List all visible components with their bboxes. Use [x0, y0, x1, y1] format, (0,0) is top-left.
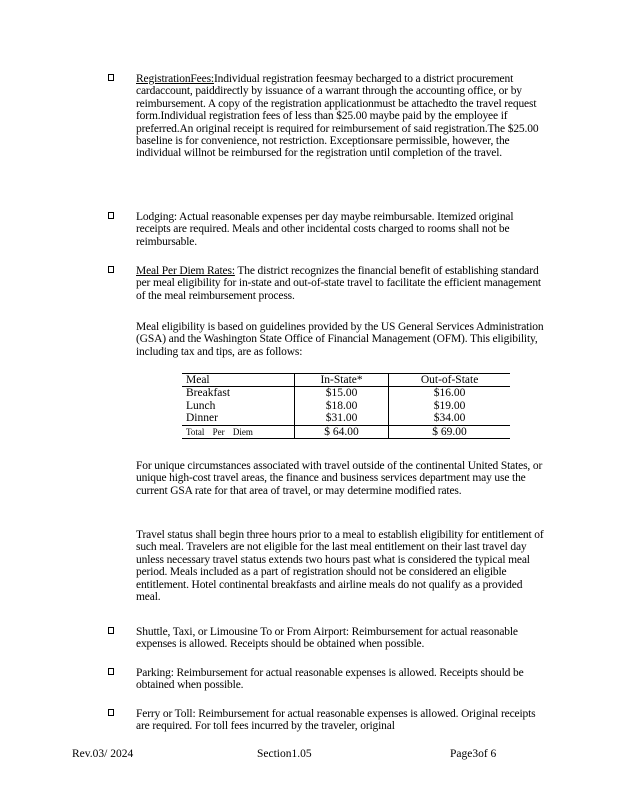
bullet-icon: [108, 709, 114, 716]
bullet-icon: [108, 627, 114, 634]
table-cell: Lunch: [186, 399, 216, 412]
item-body: Shuttle, Taxi, or Limousine To or From Airport: Reimbursement for actual reasonable expenses is allowed. Receipts should be obtained when possible.: [136, 626, 518, 651]
paragraph-unique-circumstances: For unique circumstances associated with travel outside of the continental United States, or unique high-cost travel areas, the finance and business services department may use the current GSA rate for that area of travel, or may determine modified rates.: [136, 460, 543, 497]
item-body: [136, 265, 548, 302]
table-header: Out-of-State: [389, 374, 510, 387]
table-header: In-State*: [295, 374, 389, 387]
bullet-icon: [108, 668, 114, 675]
table-row: [182, 387, 510, 400]
table-cell: Breakfast: [186, 387, 231, 400]
footer-revision: Rev.03/ 2024: [72, 748, 134, 760]
table-cell: $ 64.00: [295, 425, 389, 438]
item-title: Meal Per Diem Rates:: [136, 265, 235, 277]
item-text: Individual registration feesmay becharged to a district procurement cardaccount, paiddirectly by issuance of a warrant through the accounting office, or by reimbursement. A copy of the registration applicationmust be attachedto the travel request form.Individual registration fees of less than $25.00 maybe paid by the employee if preferred.An original receipt is required for reimbursement of said registration.The $25.00 baseline is for convenience, not restriction. Exceptionsare permissible, however, the individual willnot be reimbursed for the registration until completion of the travel.: [136, 73, 539, 160]
item-text: The district recognizes the financial benefit of establishing standard per meal eligibility for in-state and out-of-state travel to facilitate the efficient management of the meal reimbursement process.: [136, 265, 541, 302]
item-body: Lodging: Actual reasonable expenses per day maybe reimbursable. Itemized original receipts are required. Meals and other incidental costs charged to rooms shall not be reimbursable.: [136, 211, 514, 248]
item-body: Ferry or Toll: Reimbursement for actual reasonable expenses is allowed. Original receipts are required. For toll fees incurred by the traveler, original: [136, 708, 536, 733]
table-row: [182, 400, 510, 412]
table-cell: $34.00: [389, 412, 510, 425]
table-cell: $18.00: [295, 400, 389, 412]
bullet-icon: [108, 266, 114, 273]
table-cell: $16.00: [389, 387, 510, 400]
table-cell: $ 69.00: [389, 425, 510, 438]
table-row: [182, 412, 510, 425]
footer-section: Section1.05: [257, 748, 312, 760]
table-header-row: [182, 374, 510, 387]
item-body: Parking: Reimbursement for actual reasonable expenses is allowed. Receipts should be obtained when possible.: [136, 667, 524, 692]
table-total-row: [182, 425, 510, 438]
bullet-icon: [108, 212, 114, 219]
table-cell: Total Per Diem: [182, 425, 295, 438]
table-cell: $15.00: [295, 387, 389, 400]
table-header: Meal: [182, 374, 295, 387]
item-body: [136, 73, 548, 160]
paragraph-meal-eligibility: Meal eligibility is based on guidelines provided by the US General Services Administration (GSA) and the Washington State Office of Financial Management (OFM). This eligibility, including tax and tips, are as follows:: [136, 321, 544, 358]
paragraph-travel-status: Travel status shall begin three hours prior to a meal to establish eligibility for entitlement of such meal. Travelers are not eligible for the last meal entitlement on their last travel day unless necessary travel status extends two hours past what is considered the typical meal period. Meals included as a part of registration should not be considered an eligible entitlement. Hotel continental breakfasts and airline meals do not qualify as a provided meal.: [136, 529, 544, 604]
table-cell: $19.00: [389, 400, 510, 412]
table-cell: $31.00: [295, 412, 389, 425]
bullet-icon: [108, 74, 114, 81]
meal-rates-table: [182, 373, 510, 439]
item-title: RegistrationFees:: [136, 73, 214, 85]
table-cell: Dinner: [186, 412, 218, 425]
footer-page-number: Page3of 6: [450, 748, 497, 760]
